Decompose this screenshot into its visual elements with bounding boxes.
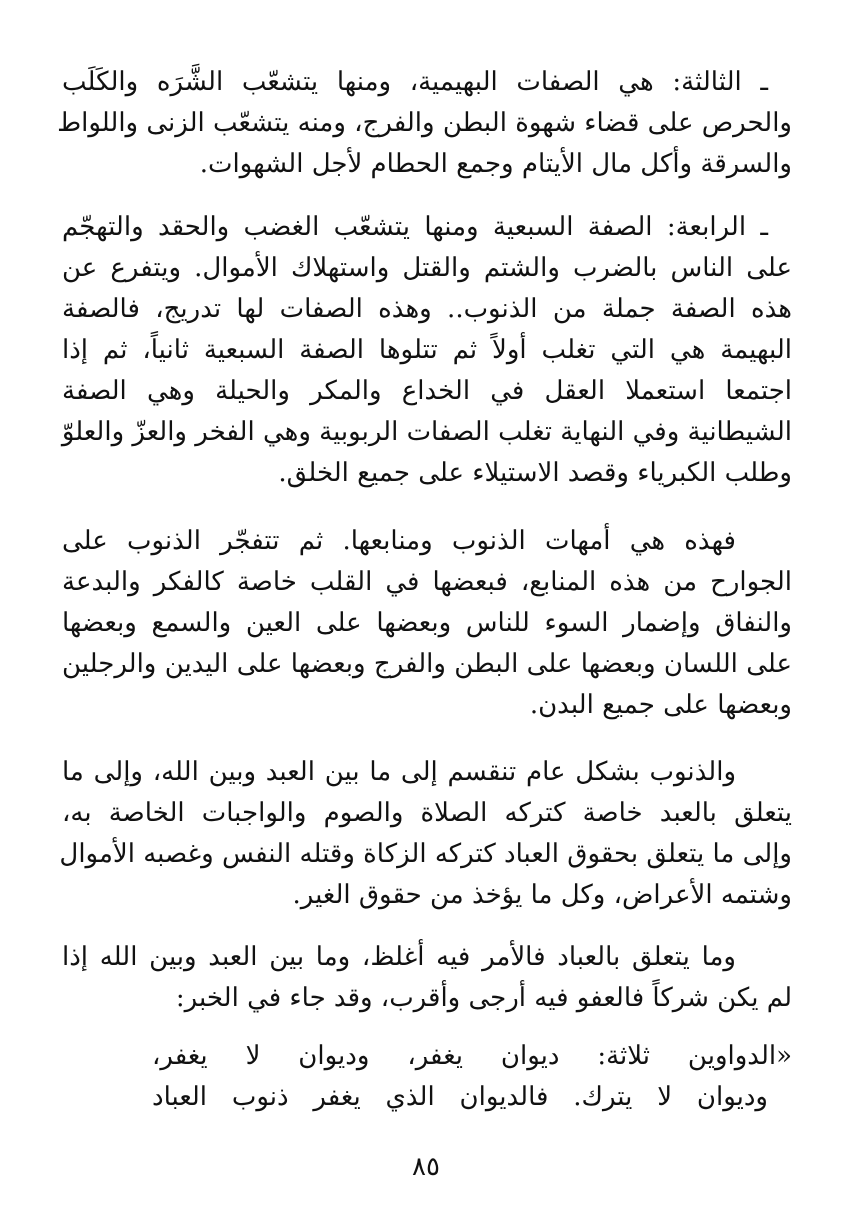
text-line: لم يكن شركاً فالعفو فيه أرجى وأقرب، وقد جاء في الخبر: (175, 983, 792, 1013)
paragraph-hadith-quote (62, 1036, 792, 1118)
text-line: على اللسان وبعضها على البطن والفرج وبعضها على اليدين والرجلين (62, 649, 792, 679)
text-line: هذه الصفة جملة من الذنوب.. وهذه الصفات لها تدريج، فالصفة (62, 294, 792, 324)
text-line: وشتمه الأعراض، وكل ما يؤخذ من حقوق الغير. (292, 880, 792, 910)
paragraph-third-trait (57, 62, 792, 185)
text-line: والحرص على قضاء شهوة البطن والفرج، ومنه يتشعّب الزنى واللواط (57, 108, 792, 138)
text-line: وديوان لا يترك. فالديوان الذي يغفر ذنوب العباد (152, 1082, 768, 1112)
text-line: والذنوب بشكل عام تنقسم إلى ما بين العبد وبين الله، وإلى ما (62, 757, 736, 787)
text-line: ـ الرابعة: الصفة السبعية ومنها يتشعّب الغضب والحقد والتهجّم (62, 212, 768, 242)
text-line: وطلب الكبرياء وقصد الاستيلاء على جميع الخلق. (278, 458, 792, 488)
text-line: والسرقة وأكل مال الأيتام وجمع الحطام لأجل الشهوات. (199, 149, 792, 179)
text-line: فهذه هي أمهات الذنوب ومنابعها. ثم تتفجّر الذنوب على (62, 526, 736, 556)
text-line: يتعلق بالعبد خاصة كتركه الصلاة والصوم والواجبات الخاصة به، (62, 798, 792, 828)
paragraph-sources-of-sins (62, 521, 792, 726)
paragraph-rights-of-servants (62, 937, 792, 1019)
page-number: ٨٥ (412, 1152, 440, 1182)
text-line: وإلى ما يتعلق بحقوق العباد كتركه الزكاة وقتله النفس وغصبه الأموال (59, 839, 792, 869)
text-line: وبعضها على جميع البدن. (529, 690, 792, 720)
text-line: البهيمة هي التي تغلب أولاً ثم تتلوها الصفة السبعية ثانياً، ثم إذا (62, 335, 792, 365)
text-line: «الدواوين ثلاثة: ديوان يغفر، وديوان لا يغفر، (152, 1041, 792, 1071)
text-line: الشيطانية وفي النهاية تغلب الصفات الربوبية وهي الفخر والعزّ والعلوّ (61, 417, 792, 447)
paragraph-division-of-sins (59, 752, 792, 916)
text-line: على الناس بالضرب والشتم والقتل واستهلاك الأموال. ويتفرع عن (62, 253, 792, 283)
text-line: الجوارح من هذه المنابع، فبعضها في القلب خاصة كالفكر والبدعة (62, 567, 792, 597)
text-line: اجتمعا استعملا العقل في الخداع والمكر والحيلة وهي الصفة (62, 376, 792, 406)
text-line: وما يتعلق بالعباد فالأمر فيه أغلظ، وما بين العبد وبين الله إذا (62, 942, 736, 972)
paragraph-fourth-trait (62, 207, 792, 494)
text-line: والنفاق وإضمار السوء للناس وبعضها على العين والسمع وبعضها (62, 608, 792, 638)
text-line: ـ الثالثة: هي الصفات البهيمية، ومنها يتشعّب الشَّرَه والكَلَب (62, 67, 768, 97)
